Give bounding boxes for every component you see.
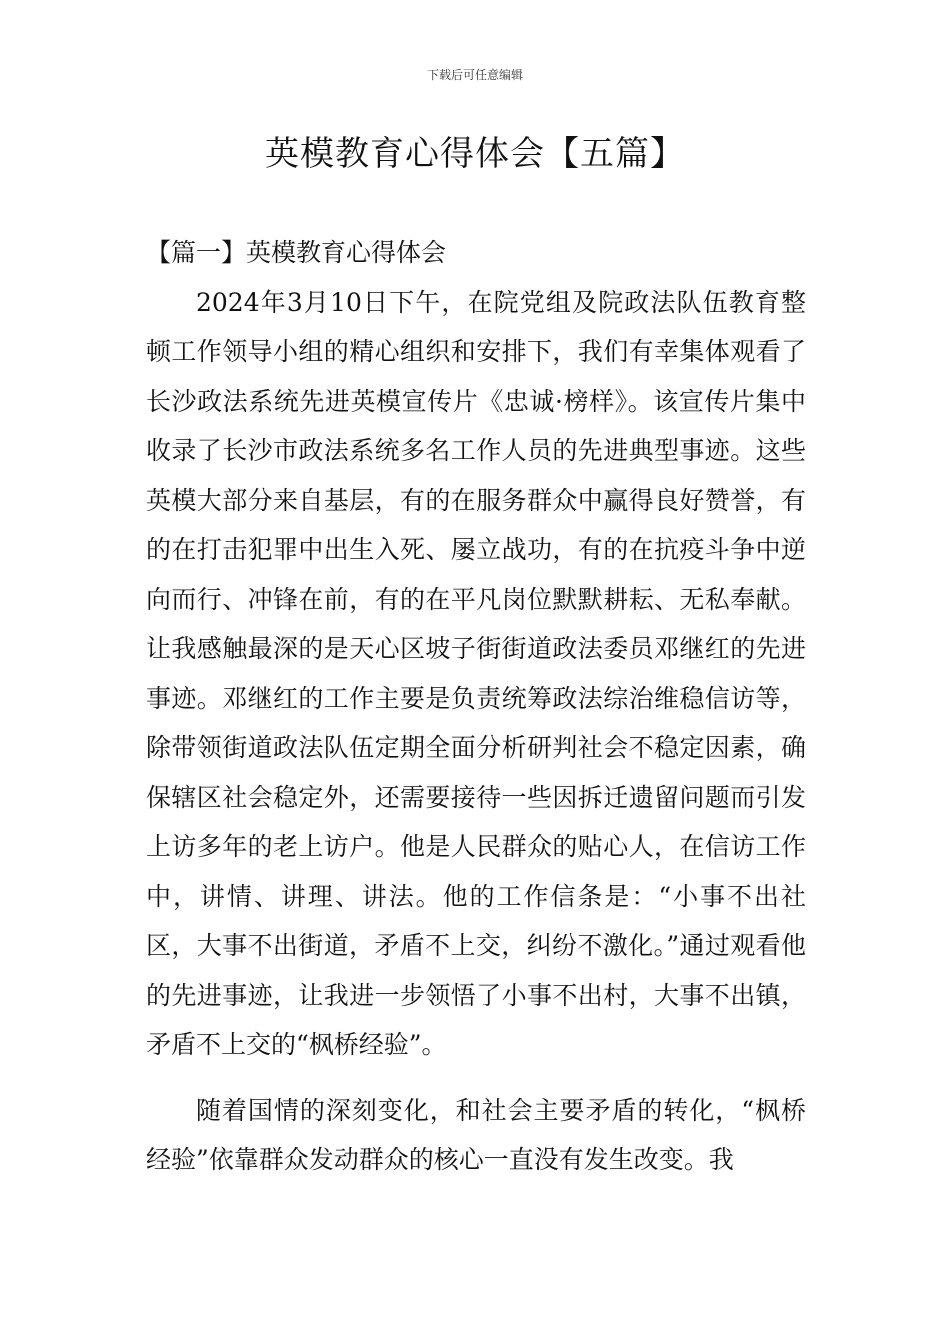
paragraph-1: 2024年3月10日下午，在院党组及院政法队伍教育整顿工作领导小组的精心组织和安排下，我们有幸集体观看了长沙政法系统先进英模宣传片《忠诚·榜样》。该宣传片集中收录了长沙市政法系统多名工作人员的先进典型事迹。这些英模大部分来自基层，有的在服务群众中赢得良好赞誉，有的在打击犯罪中出生入死、屡立战功，有的在抗疫斗争中逆向而行、冲锋在前，有的在平凡岗位默默耕耘、无私奉献。让我感触最深的是天心区坡子街街道政法委员邓继红的先进事迹。邓继红的工作主要是负责统筹政法综治维稳信访等，除带领街道政法队伍定期全面分析研判社会不稳定因素，确保辖区社会稳定外，还需要接待一些因拆迁遗留问题而引发上访多年的老上访户。他是人民群众的贴心人，在信访工作中，讲情、讲理、讲法。他的工作信条是：“小事不出社区，大事不出街道，矛盾不上交，纠纷不激化。”通过观看他的先进事迹，让我进一步领悟了小事不出村，大事不出镇，矛盾不上交的“枫桥经验”。	[146, 287, 806, 1059]
section-heading: 【篇一】英模教育心得体会	[146, 238, 447, 267]
document-body	[146, 228, 806, 1185]
paragraph-2: 随着国情的深刻变化，和社会主要矛盾的转化，“枫桥经验”依靠群众发动群众的核心一直没有发生改变。我	[146, 1095, 806, 1174]
document-title: 英模教育心得体会【五篇】	[265, 134, 685, 174]
header-note: 下载后可任意编辑	[426, 68, 523, 82]
